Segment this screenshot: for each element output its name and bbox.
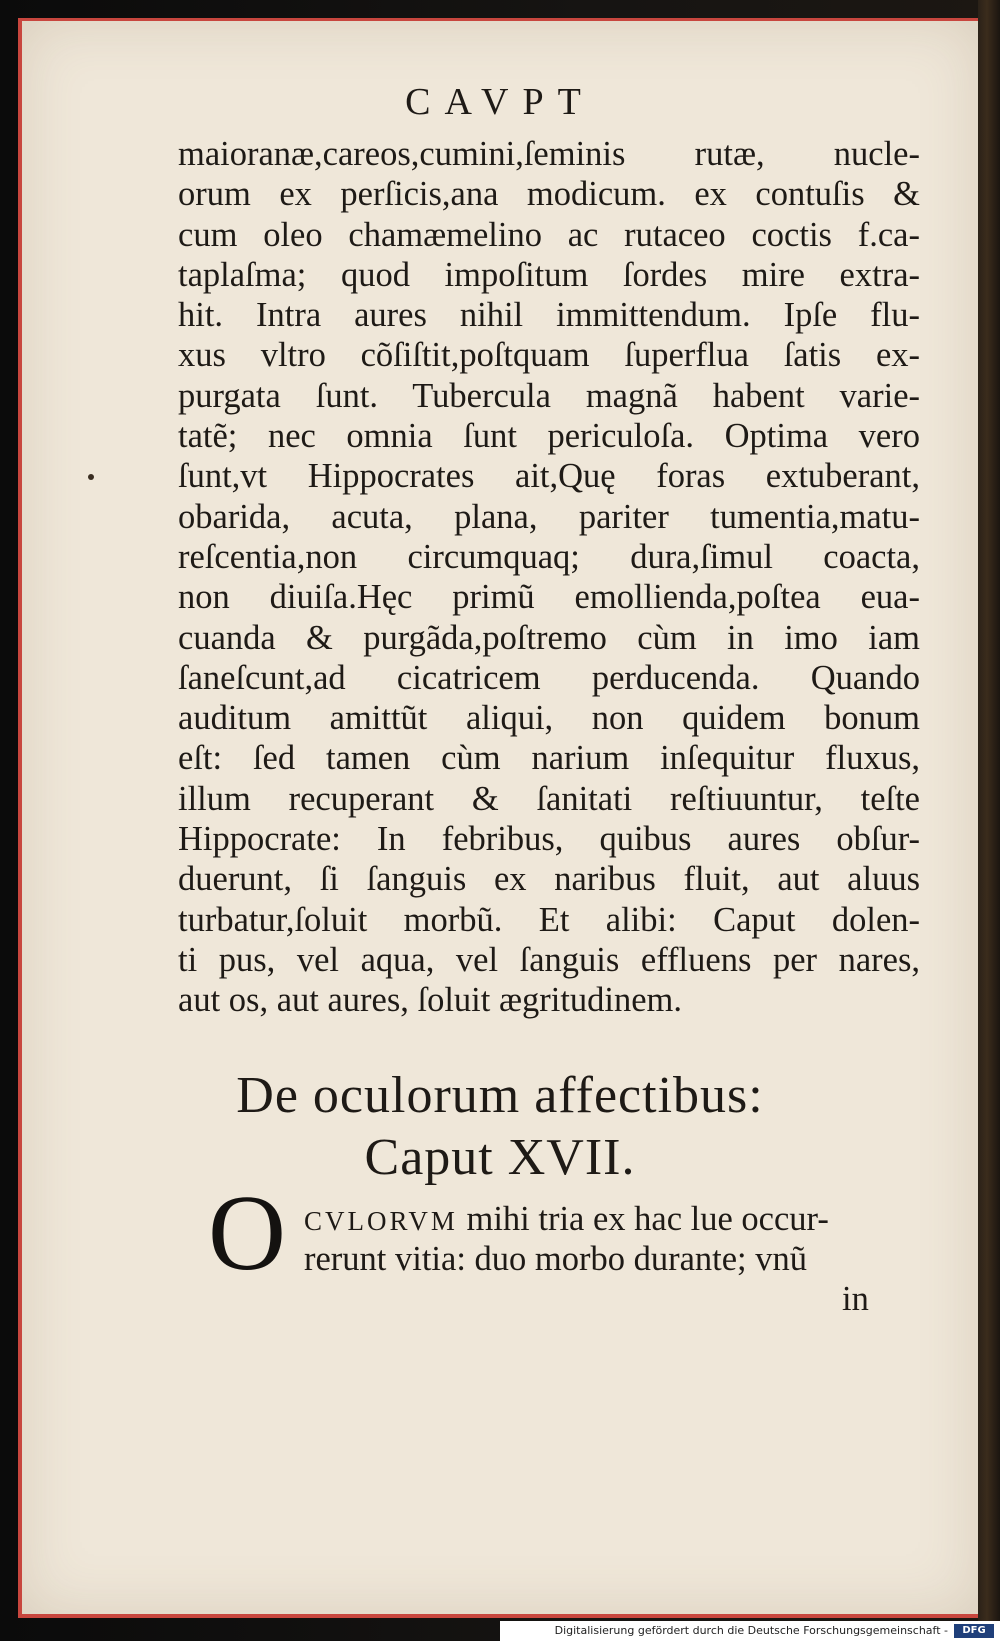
ink-speck: [88, 474, 94, 480]
text-line: xus vltro cõſiſtit,poſtquam ſuperflua ſatis ex-: [178, 336, 920, 375]
text-line: tatẽ; nec omnia ſunt periculoſa. Optima vero: [178, 417, 920, 456]
text-line: illum recuperant & ſanitati reſtiuuntur, teſte: [178, 779, 920, 818]
text-line: taplaſma; quod impoſitum ſordes mire extra-: [178, 255, 920, 294]
dfg-logo: DFG: [954, 1624, 994, 1638]
text-line: aut os, aut aures, ſoluit ægritudinem.: [178, 981, 683, 1020]
text-line: ti pus, vel aqua, vel ſanguis effluens per nares,: [178, 940, 920, 979]
text-line: non diuiſa.Hęc primũ emollienda,poſtea eua-: [178, 578, 920, 617]
opening-line-1: [304, 1199, 926, 1241]
running-head: CAVPT: [405, 81, 595, 123]
opening-line-1-rest: mihi tria ex hac lue occur-: [457, 1200, 829, 1238]
chapter-heading: De oculorum affectibus:: [236, 1067, 764, 1124]
text-line: orum ex perſicis,ana modicum. ex contuſis &: [178, 175, 920, 214]
text-line: reſcentia,non circumquaq; dura,ſimul coacta,: [178, 537, 920, 576]
text-line: turbatur,ſoluit morbũ. Et alibi: Caput dolen-: [178, 900, 920, 939]
text-line: purgata ſunt. Tubercula magnã habent varie-: [178, 376, 920, 415]
text-line: Hippocrate: In febribus, quibus aures obſur-: [178, 820, 920, 859]
text-line: duerunt, ſi ſanguis ex naribus fluit, aut aluus: [178, 860, 920, 899]
text-line: obarida, acuta, plana, pariter tumentia,matu-: [178, 497, 920, 536]
body-text: [178, 134, 920, 1021]
chapter-number: Caput XVII.: [364, 1129, 636, 1186]
small-caps-word: CVLORVM: [304, 1206, 458, 1236]
text-line: ſaneſcunt,ad cicatricem perducenda. Quando: [178, 658, 920, 697]
text-line: cuanda & purgãda,poſtremo cùm in imo iam: [178, 618, 920, 657]
text-line: eſt: ſed tamen cùm narium inſequitur fluxus,: [178, 739, 920, 778]
text-line: auditum amittũt aliqui, non quidem bonum: [178, 699, 920, 738]
text-line: maioranæ,careos,cumini,ſeminis rutæ, nucle-: [178, 135, 920, 173]
opening-line-2: rerunt vitia: duo morbo durante; vnũ: [304, 1240, 808, 1278]
footer-credit: Digitalisierung gefördert durch die Deutsche Forschungsgemeinschaft -: [500, 1621, 1000, 1641]
text-line: cum oleo chamæmelino ac rutaceo coctis f.ca-: [178, 215, 920, 254]
text-line: hit. Intra aures nihil immittendum. Ipſe flu-: [178, 296, 920, 335]
book-edge: [978, 0, 1000, 1641]
catchword: in: [842, 1280, 869, 1318]
text-line: ſunt,vt Hippocrates ait,Quę foras extuberant,: [178, 457, 920, 496]
drop-cap-initial: O: [208, 1174, 286, 1293]
